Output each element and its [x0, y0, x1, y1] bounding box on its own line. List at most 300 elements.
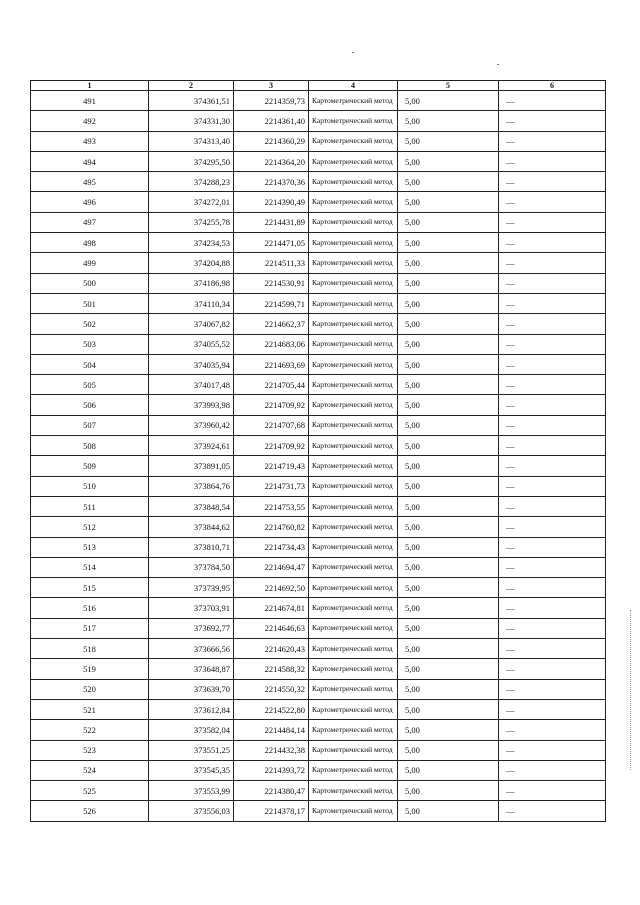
table-body [31, 91, 606, 822]
accuracy-text: 5,00 [405, 379, 420, 390]
method-text: Картометрический метод [312, 258, 393, 268]
description-cell [499, 151, 606, 171]
method-text: Картометрический метод [312, 318, 393, 328]
table-row [31, 293, 606, 313]
description-text: — [506, 460, 515, 471]
x-coordinate-cell [149, 172, 234, 192]
y-coordinate-cell [234, 639, 309, 659]
point-number-text: 496 [83, 197, 96, 208]
accuracy-cell [398, 537, 499, 557]
description-cell [499, 172, 606, 192]
y-coordinate-cell [234, 131, 309, 151]
point-number-text: 499 [83, 258, 96, 269]
table-row [31, 415, 606, 435]
method-cell [309, 375, 398, 395]
point-number-cell [31, 334, 149, 354]
point-number-text: 492 [83, 115, 96, 126]
table-row [31, 598, 606, 618]
description-cell [499, 192, 606, 212]
point-number-cell [31, 720, 149, 740]
method-cell [309, 456, 398, 476]
x-coordinate-text: 374361,51 [193, 95, 230, 106]
y-coordinate-cell [234, 537, 309, 557]
table-row [31, 537, 606, 557]
table-row [31, 476, 606, 496]
point-number-text: 508 [83, 440, 96, 451]
description-cell [499, 801, 606, 821]
point-number-cell [31, 192, 149, 212]
x-coordinate-text: 373848,54 [193, 501, 230, 512]
description-cell [499, 375, 606, 395]
header-col-1: 1 [31, 81, 149, 91]
description-text: — [506, 704, 515, 715]
table-row [31, 233, 606, 253]
method-text: Картометрический метод [312, 765, 393, 775]
description-cell [499, 578, 606, 598]
header-col-6: 6 [499, 81, 606, 91]
table-row [31, 781, 606, 801]
y-coordinate-cell [234, 720, 309, 740]
description-cell [499, 639, 606, 659]
y-coordinate-text: 2214550,32 [264, 684, 305, 695]
description-text: — [506, 278, 515, 289]
description-cell [499, 476, 606, 496]
y-coordinate-cell [234, 781, 309, 801]
x-coordinate-text: 374331,30 [193, 115, 230, 126]
accuracy-text: 5,00 [405, 582, 420, 593]
description-cell [499, 111, 606, 131]
method-cell [309, 314, 398, 334]
point-number-text: 500 [83, 278, 96, 289]
method-text: Картометрический метод [312, 95, 393, 105]
x-coordinate-cell [149, 151, 234, 171]
description-cell [499, 334, 606, 354]
point-number-text: 510 [83, 481, 96, 492]
accuracy-text: 5,00 [405, 237, 420, 248]
x-coordinate-text: 373639,70 [193, 684, 230, 695]
description-text: — [506, 481, 515, 492]
y-coordinate-text: 2214484,14 [264, 724, 305, 735]
point-number-cell [31, 679, 149, 699]
accuracy-cell [398, 659, 499, 679]
y-coordinate-cell [234, 334, 309, 354]
point-number-text: 516 [83, 603, 96, 614]
y-coordinate-text: 2214692,50 [264, 582, 305, 593]
accuracy-text: 5,00 [405, 136, 420, 147]
point-number-text: 515 [83, 582, 96, 593]
accuracy-cell [398, 212, 499, 232]
accuracy-cell [398, 314, 499, 334]
description-cell [499, 436, 606, 456]
x-coordinate-cell [149, 557, 234, 577]
accuracy-text: 5,00 [405, 460, 420, 471]
y-coordinate-text: 2214370,36 [264, 176, 305, 187]
method-text: Картометрический метод [312, 562, 393, 572]
method-text: Картометрический метод [312, 420, 393, 430]
description-cell [499, 273, 606, 293]
point-number-cell [31, 354, 149, 374]
table-row [31, 496, 606, 516]
x-coordinate-cell [149, 253, 234, 273]
x-coordinate-cell [149, 314, 234, 334]
point-number-cell [31, 375, 149, 395]
y-coordinate-cell [234, 354, 309, 374]
table-row [31, 557, 606, 577]
x-coordinate-cell [149, 273, 234, 293]
x-coordinate-cell [149, 679, 234, 699]
point-number-cell [31, 253, 149, 273]
table-row [31, 639, 606, 659]
method-cell [309, 699, 398, 719]
method-text: Картометрический метод [312, 176, 393, 186]
y-coordinate-text: 2214380,47 [264, 785, 305, 796]
accuracy-text: 5,00 [405, 684, 420, 695]
y-coordinate-cell [234, 192, 309, 212]
x-coordinate-cell [149, 212, 234, 232]
description-cell [499, 598, 606, 618]
accuracy-cell [398, 557, 499, 577]
y-coordinate-cell [234, 111, 309, 131]
x-coordinate-cell [149, 436, 234, 456]
x-coordinate-text: 374234,53 [193, 237, 230, 248]
x-coordinate-cell [149, 659, 234, 679]
scan-speck [352, 52, 354, 53]
y-coordinate-text: 2214693,69 [264, 359, 305, 370]
x-coordinate-cell [149, 415, 234, 435]
table-row [31, 720, 606, 740]
accuracy-cell [398, 598, 499, 618]
method-cell [309, 781, 398, 801]
x-coordinate-text: 374288,23 [193, 176, 230, 187]
accuracy-cell [398, 496, 499, 516]
x-coordinate-cell [149, 192, 234, 212]
x-coordinate-text: 374186,98 [193, 278, 230, 289]
description-text: — [506, 420, 515, 431]
scan-speck [497, 64, 499, 65]
accuracy-cell [398, 293, 499, 313]
method-text: Картометрический метод [312, 745, 393, 755]
method-cell [309, 334, 398, 354]
x-coordinate-text: 373864,76 [193, 481, 230, 492]
point-number-cell [31, 801, 149, 821]
accuracy-text: 5,00 [405, 481, 420, 492]
table-row [31, 212, 606, 232]
x-coordinate-text: 373993,98 [193, 400, 230, 411]
point-number-text: 491 [83, 95, 96, 106]
x-coordinate-cell [149, 598, 234, 618]
accuracy-text: 5,00 [405, 339, 420, 350]
description-text: — [506, 542, 515, 553]
y-coordinate-cell [234, 456, 309, 476]
table-row [31, 436, 606, 456]
description-text: — [506, 623, 515, 634]
accuracy-text: 5,00 [405, 501, 420, 512]
method-cell [309, 354, 398, 374]
y-coordinate-text: 2214393,72 [264, 765, 305, 776]
y-coordinate-text: 2214662,37 [264, 318, 305, 329]
description-cell [499, 679, 606, 699]
description-text: — [506, 176, 515, 187]
x-coordinate-cell [149, 496, 234, 516]
point-number-cell [31, 395, 149, 415]
description-cell [499, 314, 606, 334]
point-number-text: 518 [83, 643, 96, 654]
x-coordinate-text: 373924,61 [193, 440, 230, 451]
y-coordinate-cell [234, 91, 309, 111]
accuracy-cell [398, 517, 499, 537]
x-coordinate-text: 373551,25 [193, 745, 230, 756]
description-text: — [506, 663, 515, 674]
x-coordinate-text: 374035,94 [193, 359, 230, 370]
x-coordinate-cell [149, 293, 234, 313]
method-cell [309, 415, 398, 435]
x-coordinate-text: 373844,62 [193, 521, 230, 532]
description-cell [499, 659, 606, 679]
method-cell [309, 212, 398, 232]
y-coordinate-text: 2214683,06 [264, 339, 305, 350]
y-coordinate-text: 2214709,92 [264, 440, 305, 451]
method-text: Картометрический метод [312, 278, 393, 288]
table-row [31, 192, 606, 212]
point-number-text: 504 [83, 359, 96, 370]
x-coordinate-text: 374017,48 [193, 379, 230, 390]
point-number-cell [31, 415, 149, 435]
description-text: — [506, 156, 515, 167]
method-cell [309, 273, 398, 293]
x-coordinate-text: 374055,52 [193, 339, 230, 350]
method-cell [309, 720, 398, 740]
method-cell [309, 496, 398, 516]
method-cell [309, 395, 398, 415]
point-number-cell [31, 131, 149, 151]
table-row [31, 740, 606, 760]
x-coordinate-text: 373692,77 [193, 623, 230, 634]
x-coordinate-cell [149, 334, 234, 354]
method-text: Картометрический метод [312, 440, 393, 450]
accuracy-text: 5,00 [405, 765, 420, 776]
x-coordinate-cell [149, 476, 234, 496]
description-cell [499, 131, 606, 151]
y-coordinate-text: 2214674,81 [264, 603, 305, 614]
x-coordinate-text: 374204,88 [193, 258, 230, 269]
table-row [31, 659, 606, 679]
description-cell [499, 618, 606, 638]
accuracy-cell [398, 801, 499, 821]
x-coordinate-text: 373891,05 [193, 460, 230, 471]
description-cell [499, 740, 606, 760]
y-coordinate-text: 2214694,47 [264, 562, 305, 573]
point-number-cell [31, 659, 149, 679]
y-coordinate-text: 2214511,33 [264, 258, 305, 269]
y-coordinate-cell [234, 557, 309, 577]
accuracy-cell [398, 760, 499, 780]
coordinates-table [30, 80, 606, 822]
method-cell [309, 578, 398, 598]
description-cell [499, 212, 606, 232]
y-coordinate-cell [234, 395, 309, 415]
point-number-text: 511 [83, 501, 96, 512]
method-cell [309, 740, 398, 760]
method-text: Картометрический метод [312, 460, 393, 470]
table-row [31, 456, 606, 476]
accuracy-text: 5,00 [405, 298, 420, 309]
description-cell [499, 253, 606, 273]
point-number-text: 513 [83, 542, 96, 553]
point-number-cell [31, 578, 149, 598]
accuracy-cell [398, 456, 499, 476]
method-cell [309, 659, 398, 679]
point-number-text: 522 [83, 724, 96, 735]
table-row [31, 679, 606, 699]
method-cell [309, 131, 398, 151]
method-text: Картометрический метод [312, 136, 393, 146]
y-coordinate-cell [234, 151, 309, 171]
x-coordinate-text: 373553,99 [193, 785, 230, 796]
header-col-3: 3 [234, 81, 309, 91]
y-coordinate-text: 2214760,82 [264, 521, 305, 532]
point-number-cell [31, 436, 149, 456]
description-text: — [506, 806, 515, 817]
description-cell [499, 781, 606, 801]
method-cell [309, 91, 398, 111]
method-cell [309, 517, 398, 537]
method-text: Картометрический метод [312, 806, 393, 816]
accuracy-cell [398, 253, 499, 273]
x-coordinate-text: 373960,42 [193, 420, 230, 431]
method-cell [309, 801, 398, 821]
method-text: Картометрический метод [312, 663, 393, 673]
method-cell [309, 537, 398, 557]
point-number-cell [31, 639, 149, 659]
y-coordinate-cell [234, 801, 309, 821]
y-coordinate-text: 2214530,91 [264, 278, 305, 289]
accuracy-cell [398, 720, 499, 740]
description-cell [499, 415, 606, 435]
description-cell [499, 354, 606, 374]
y-coordinate-cell [234, 273, 309, 293]
y-coordinate-text: 2214432,38 [264, 745, 305, 756]
description-cell [499, 720, 606, 740]
description-cell [499, 760, 606, 780]
method-text: Картометрический метод [312, 684, 393, 694]
point-number-text: 523 [83, 745, 96, 756]
description-text: — [506, 582, 515, 593]
x-coordinate-text: 373648,87 [193, 663, 230, 674]
table-row [31, 354, 606, 374]
description-text: — [506, 745, 515, 756]
x-coordinate-cell [149, 578, 234, 598]
x-coordinate-cell [149, 740, 234, 760]
point-number-cell [31, 111, 149, 131]
point-number-cell [31, 557, 149, 577]
accuracy-text: 5,00 [405, 643, 420, 654]
description-text: — [506, 765, 515, 776]
description-text: — [506, 258, 515, 269]
description-text: — [506, 95, 515, 106]
table-row [31, 375, 606, 395]
header-col-4: 4 [309, 81, 398, 91]
y-coordinate-cell [234, 436, 309, 456]
description-text: — [506, 237, 515, 248]
point-number-text: 506 [83, 400, 96, 411]
accuracy-text: 5,00 [405, 258, 420, 269]
method-cell [309, 436, 398, 456]
method-text: Картометрический метод [312, 521, 393, 531]
y-coordinate-cell [234, 415, 309, 435]
accuracy-cell [398, 781, 499, 801]
accuracy-text: 5,00 [405, 663, 420, 674]
accuracy-cell [398, 273, 499, 293]
point-number-cell [31, 233, 149, 253]
point-number-text: 514 [83, 562, 96, 573]
y-coordinate-text: 2214709,92 [264, 400, 305, 411]
accuracy-text: 5,00 [405, 623, 420, 634]
description-text: — [506, 684, 515, 695]
method-cell [309, 192, 398, 212]
y-coordinate-text: 2214753,55 [264, 501, 305, 512]
accuracy-text: 5,00 [405, 440, 420, 451]
accuracy-cell [398, 578, 499, 598]
method-cell [309, 760, 398, 780]
x-coordinate-text: 374067,82 [193, 318, 230, 329]
point-number-cell [31, 476, 149, 496]
description-cell [499, 557, 606, 577]
accuracy-cell [398, 334, 499, 354]
method-text: Картометрический метод [312, 339, 393, 349]
point-number-text: 520 [83, 684, 96, 695]
description-text: — [506, 603, 515, 614]
accuracy-text: 5,00 [405, 785, 420, 796]
method-cell [309, 253, 398, 273]
method-cell [309, 233, 398, 253]
x-coordinate-cell [149, 699, 234, 719]
point-number-cell [31, 91, 149, 111]
accuracy-text: 5,00 [405, 420, 420, 431]
point-number-cell [31, 172, 149, 192]
y-coordinate-cell [234, 476, 309, 496]
accuracy-text: 5,00 [405, 745, 420, 756]
point-number-cell [31, 151, 149, 171]
x-coordinate-text: 374272,01 [193, 197, 230, 208]
accuracy-text: 5,00 [405, 562, 420, 573]
x-coordinate-cell [149, 233, 234, 253]
method-text: Картометрический метод [312, 542, 393, 552]
table-row [31, 801, 606, 821]
x-coordinate-text: 374313,40 [193, 136, 230, 147]
header-col-2: 2 [149, 81, 234, 91]
y-coordinate-cell [234, 598, 309, 618]
method-text: Картометрический метод [312, 724, 393, 734]
table-row [31, 253, 606, 273]
x-coordinate-text: 374255,78 [193, 217, 230, 228]
point-number-cell [31, 293, 149, 313]
y-coordinate-text: 2214705,44 [264, 379, 305, 390]
method-text: Картометрический метод [312, 603, 393, 613]
y-coordinate-text: 2214378,17 [264, 806, 305, 817]
accuracy-cell [398, 415, 499, 435]
description-text: — [506, 643, 515, 654]
y-coordinate-cell [234, 740, 309, 760]
point-number-cell [31, 273, 149, 293]
y-coordinate-cell [234, 293, 309, 313]
y-coordinate-cell [234, 760, 309, 780]
point-number-text: 512 [83, 521, 96, 532]
point-number-text: 503 [83, 339, 96, 350]
y-coordinate-text: 2214360,29 [264, 136, 305, 147]
description-cell [499, 293, 606, 313]
table-row [31, 578, 606, 598]
method-text: Картометрический метод [312, 298, 393, 308]
